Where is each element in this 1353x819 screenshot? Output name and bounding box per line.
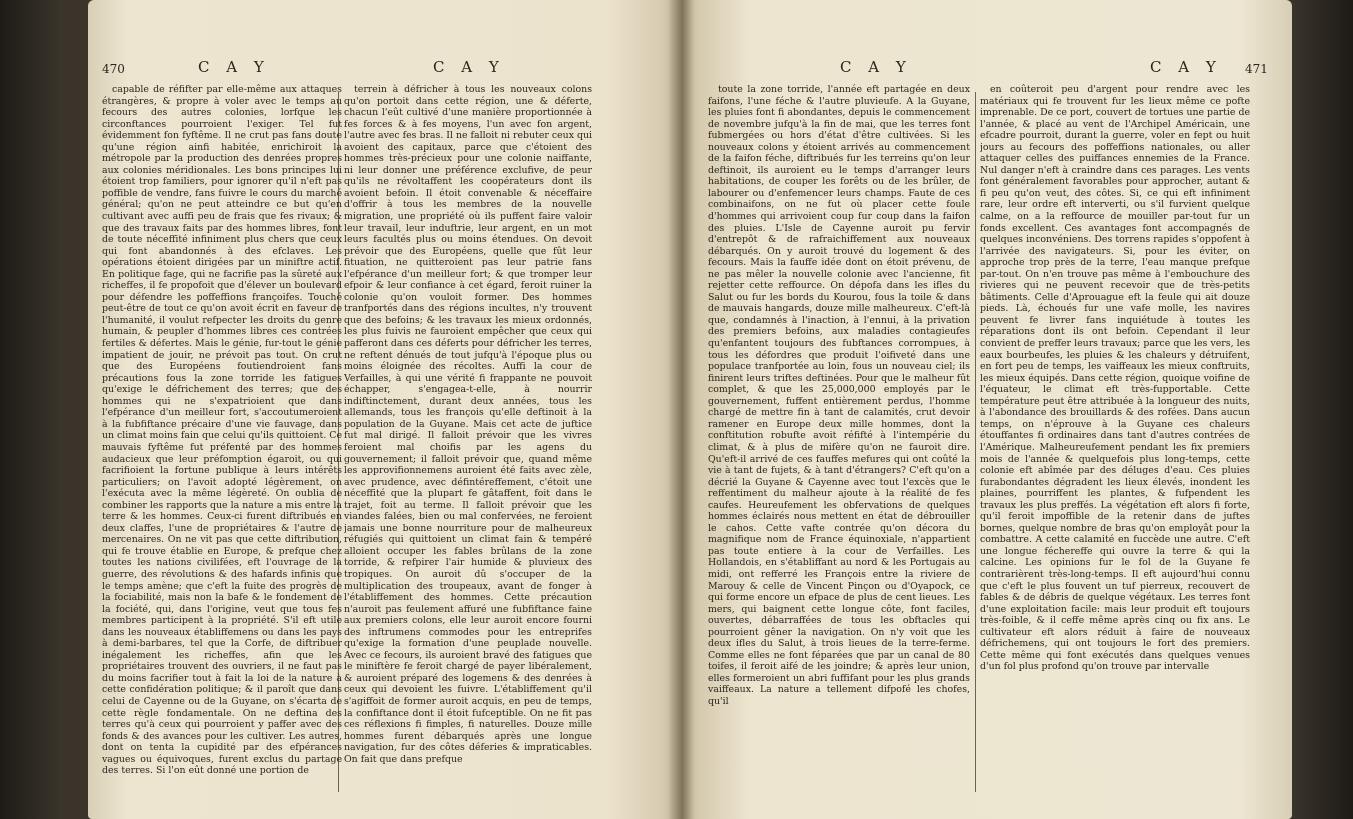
text-column-2 — [344, 84, 592, 800]
right-running-head-1: C A Y — [840, 58, 912, 76]
column-2-text: terrein à défricher à tous les nouveaux colons qu'on portoit dans cette région, une & déferte, chacun l'eût cultivé d'une manière proportionnée à fes forces & à fes moyens, l'un avec fon argent, l'autre avec fes bras. Il ne falloit ni rebuter ceux qui avoient des capitaux, parce que c'étoient des hommes très-précieux pour une colonie naiffante, ni leur donner une préférence exclufive, de peur qu'ils ne révoltaffent les coopérateurs dont ils avoient befoin. Il étoit convenable & néceffaire d'offrir à tous les membres de la nouvelle migration, une propriété où ils puffent faire valoir leur travail, leur induftrie, leur argent, en un mot leurs facultés plus ou moins étendues. On devoit prévoir que des Européens, quelle que fût leur fituation, ne quitteroient pas leur patrie fans l'efpérance d'un meilleur fort; & que tromper leur efpoir & leur confiance à cet égard, feroit ruiner la colonie qu'on vouloit former. Des hommes tranfportés dans des régions incultes, n'y trouvent que des befoins; & les travaux les mieux ordonnés, les plus fuivis ne fauroient empêcher que ceux qui pafferont dans ces déferts pour défricher les terres, ne reftent dénués de tout jufqu'à l'époque plus ou moins éloignée des récoltes. Auffi la cour de Verfailles, à qui une vérité fi frappante ne pouvoit échapper, s'engagea-t-elle, à nourrir indiftinctement, durant deux années, tous les allemands, tous les françois qu'elle deftinoit à la population de la Guyane. Mais cet acte de juftice fut mal dirigé. Il falloit prévoir que les vivres feroient mal choifis par les agens du gouvernement; il falloit prévoir que, quand même les approvifionnemens auroient été faits avec zèle, avec prudence, avec défintéreffement, c'étoit une néceffité que la plupart fe gâtaffent, foit dans le trajet, foit au terme. Il falloit prévoir que les viandes falées, bien ou mal confervées, ne feroient jamais une bonne nourriture pour de malheureux réfugiés qui quittoient un climat fain & tempéré alloient occuper les fables brûlans de la zone torride, & refpirer l'air humide & pluvieux des tropiques. On auroit dû s'occuper de la multiplication des troupeaux, avant de fonger à l'établiffement des hommes. Cette précaution n'auroit pas feulement affuré une fubfiftance faine aux premiers colons, elle leur auroit encore fourni des inftrumens commodes pour les entreprifes qu'exige la formation d'une peuplade nouvelle. Avec ce fecours, ils auroient bravé des fatigues que le miniftère fe feroit chargé de payer libéralement, & auroient préparé des logemens & des denrées à ceux qui devoient les fuivre. L'établiffement qu'il s'agiffoit de former auroit acquis, en peu de temps, la confiftance dont il étoit fufceptible. On ne fit pas ces réflexions fi fimples, fi naturelles. Douze mille hommes furent débarqués après une longue navigation, fur des côtes déferies & impraticables. On fait que dans prefque — [344, 84, 592, 765]
left-running-head-2: C A Y — [433, 58, 505, 76]
text-column-4 — [980, 84, 1250, 800]
text-column-1 — [102, 84, 342, 800]
right-running-head-2: C A Y — [1150, 58, 1222, 76]
right-page — [680, 0, 1292, 819]
text-column-3 — [708, 84, 970, 800]
left-page — [88, 0, 680, 819]
column-rule — [975, 92, 976, 792]
column-4-text: en coûteroit peu d'argent pour rendre avec les matériaux qui fe trouvent fur les lieux même ce pofte imprenable. De ce port, couvert de tortues une partie de l'année, & placé au vent de l'Archipel Américain, une efcadre pourroit, durant la guerre, voler en fept ou huit jours au fecours des poffeffions nationales, ou aller attaquer celles des puiffances ennemies de la France. Nul danger n'eft à craindre dans ces parages. Les vents font généralement favorables pour approcher, autant & fi peu qu'on veut, des côtes. Si, ce qui eft infiniment rare, leur ordre eft interverti, ou s'il furvient quelque calme, on a la reffource de mouiller par-tout fur un fonds excellent. Ces avantages font accompagnés de quelques inconvéniens. Des torrens rapides s'oppofent à l'arrivée des navigateurs. Si, pour les éviter, on approche trop près de la terre, l'eau manque prefque par-tout. On n'en trouve pas même à l'embouchure des rivieres qui ne peuvent recevoir que de très-petits bâtiments. Celle d'Aprouague eft la feule qui ait douze pieds. Là, échoués fur une vafe molle, les navires peuvent fe livrer fans inquiétude à toutes les réparations dont ils ont befoin. Cependant il leur convient de preffer leurs travaux; parce que les vers, les eaux bourbeufes, les pluies & les chaleurs y détruifent, en fort peu de temps, les vaiffeaux les mieux conftruits, les mieux équipés. Dans cette région, quoique voifine de l'équateur, le climat eft très-fupportable. Cette température peut être attribuée à la longueur des nuits, à l'abondance des brouillards & des rofées. Dans aucun temps, on n'éprouve à la Guyane ces chaleurs étouffantes fi ordinaires dans tant d'autres contrées de l'Amérique. Malheureufement pendant les fix premiers mois de l'année & quelquefois plus long-temps, cette colonie eft abîmée par des déluges d'eau. Ces pluies furabondantes dégradent les lieux élevés, inondent les plaines, pourriffent les plantes, & fufpendent les travaux les plus preffés. La végétation eft alors fi forte, qu'il feroit impoffible de la retenir dans de juftes bornes, quelque nombre de bras qu'on employât pour la combattre. A cette calamité en fuccède une autre. C'eft une longue féchereffe qui ouvre la terre & qui la calcine. Les opinions fur le fol de la Guyane fe contrarièrent très-long-temps. Il eft aujourd'hui connu que c'eft le plus fouvent un tuf pierreux, recouvert de fables & de débris de quelque végétaux. Les terres font d'une exploitation facile: mais leur produit eft toujours très-foible, & il ceffe même après cinq ou fix ans. Le cultivateur eft alors réduit à faire de nouveaux défrichemens, qui ont toujours le fort des premiers. Cette même qui font exécutés dans quelques venues d'un fol plus profond qu'on trouve par intervalle — [980, 84, 1250, 673]
right-page-number: 471 — [1245, 62, 1268, 76]
column-1-text: capable de réfifter par elle-même aux attaques étrangères, & propre à voler avec le temps au fecours des autres colonies, lorfque les circonftances pourroient l'exiger. Tel fut évidemment fon fyftême. Il ne crut pas fans doute qu'une région ainfi habitée, enrichiroit la métropole par la production des denrées propres aux colonies méridionales. Les bons principes lui étoient trop familiers, pour ignorer qu'il n'eft pas poffible de vendre, fans fuivre le cours du marché général; qu'on ne peut atteindre ce but qu'en cultivant avec auffi peu de frais que fes rivaux; & que des travaux faits par des hommes libres, font de toute néceffité infiniment plus chers que ceux qui font abandonnés à des efclaves. Les opérations étoient dirigées par un miniftre actif. En politique fage, qui ne facrifie pas la sûreté aux richeffes, il fe propofoit que d'élever un boulevard pour défendre les poffeffions françoifes. Touché peut-être de tout ce qu'on avoit écrit en faveur de l'humanité, il voulut refpecter les droits du genre humain, & peupler d'hommes libres ces contrées fertiles & défertes. Mais le génie, fur-tout le génie impatient de jouir, ne prévoit pas tout. On crut que des Européens foutiendroient fans précautions fous la zone torride les fatigues qu'exige le défrichement des terres; que des hommes qui ne s'expatrioient que dans l'efpérance d'un meilleur fort, s'accoutumeroient à la fubfiftance précaire d'une vie fauvage, dans un climat moins fain que celui qu'ils quittoient. Ce mauvais fyftême fut préfenté par des hommes audacieux que leur préfomption égaroit, ou qui facrifioient la fortune publique à leurs intérêts particuliers; on l'avoit adopté légèrement, on l'exécuta avec la même légèreté. On oublia de combiner les rapports que la nature a mis entre la terre & les hommes. Ceux-ci furent diftribués en deux claffes, l'une de propriétaires & l'autre de mercenaires. On ne vit pas que cette diftribution, qui fe trouve établie en Europe, & prefque chez toutes les nations civilifées, eft l'ouvrage de la guerre, des révolutions & des hafards infinis que le temps amène; que c'eft la fuite des progrès de la fociabilité, mais non la bafe & le fondement de la fociété, qui, dans l'origine, veut que tous fes membres participent à la propriété. S'il eft utile dans les nouveaux établiffemens ou dans les pays à demi-barbares, tel que la Corfe, de diftribuer inégalement les richeffes, afin que les propriétaires trouvent des ouvriers, il ne faut pas du moins facrifier tout à fait la loi de la nature à cette confidération politique; & il paroît que dans celui de Cayenne ou de la Guyane, on s'écarta de cette règle fondamentale. On ne deftina des terres qu'à ceux qui pourroient y paffer avec des fonds & des avances pour les cultiver. Les autres, dont on tenta la cupidité par des efpérances vagues ou équivoques, furent exclus du partage des terres. Si l'on eût donné une portion de — [102, 84, 342, 777]
column-3-text: toute la zone torride, l'année eft partagée en deux faifons, l'une féche & l'autre pluvieufe. A la Guyane, les pluies font fi abondantes, depuis le commencement de novembre jufqu'à la fin de mai, que les terres font fubmergées ou hors d'état d'être cultivées. Si les nouveaux colons y étoient arrivés au commencement de la faifon féche, diftribués fur les terreins qu'on leur deftinoit, ils auroient eu le temps d'arranger leurs habitations, de couper les forêts ou de les brûler, de labourer ou d'enfemencer leurs champs. Faute de ces combinaifons, on ne fut où placer cette foule d'hommes qui arrivoient coup fur coup dans la faifon des pluies. L'Isle de Cayenne auroit pu fervir d'entrepôt & de rafraichiffement aux nouveaux débarqués. On y auroit trouvé du logement & des fecours. Mais la fauffe idée dont on étoit prévenu, de ne pas mêler la nouvelle colonie avec l'ancienne, fit rejetter cette reffource. On dépofa dans les ifles du Salut ou fur les bords du Kourou, fous la toile & dans de mauvais hangards, douze mille malheureux. C'eft-là que, condamnés à l'inaction, à l'ennui, à la privation des premiers befoins, aux maladies contagieufes qu'enfantent toujours des fubftances corrompues, à tous les défordres que produit l'oifiveté dans une populace tranfportée au loin, fous un nouveau ciel; ils finirent leurs triftes deftinées. Pour que le malheur fût complet, & que les 25,000,000 employés par le gouvernement, fuffent entièrement perdus, l'homme chargé de mettre fin à tant de calamités, crut devoir ramener en Europe deux mille hommes, dont la conftitution robufte avoit réfifté à l'intempérie du climat, & à plus de mifère qu'on ne fauroit dire. Qu'eft-il arrivé de ces fauffes mefures qui ont coûté la vie à tant de fujets, & à tant d'étrangers? C'eft qu'on a décrié la Guyane & Cayenne avec tout l'excès que le reffentiment du malheur ajoute à la réalité de fes caufes. Heureufement les obfervations de quelques hommes éclairés nous mettent en état de débrouiller le cahos. Cette vafte contrée qu'on décora du magnifique nom de France équinoxiale, n'appartient pas toute entiere à la cour de Verfailles. Les Hollandois, en s'établiffant au nord & les Portugais au midi, ont refferré les François entre la riviere de Marouy & celle de Vincent Pinçon ou d'Oyapock, ce qui forme encore un efpace de plus de cent lieues. Les mers, qui baignent cette longue côte, font faciles, ouvertes, débarraffées de tous les obftacles qui pourroient gêner la navigation. On n'y voit que les deux ifles du Salut, à trois lieues de la terre-ferme. Comme elles ne font féparées que par un canal de 80 toifes, il feroit aifé de les joindre; & après leur union, elles formeroient un abri fuffifant pour les plus grands vaiffeaux. La nature a tellement difpofé les chofes, qu'il — [708, 84, 970, 707]
book-gutter — [668, 0, 694, 819]
left-page-number: 470 — [102, 62, 125, 76]
left-running-head-1: C A Y — [198, 58, 270, 76]
